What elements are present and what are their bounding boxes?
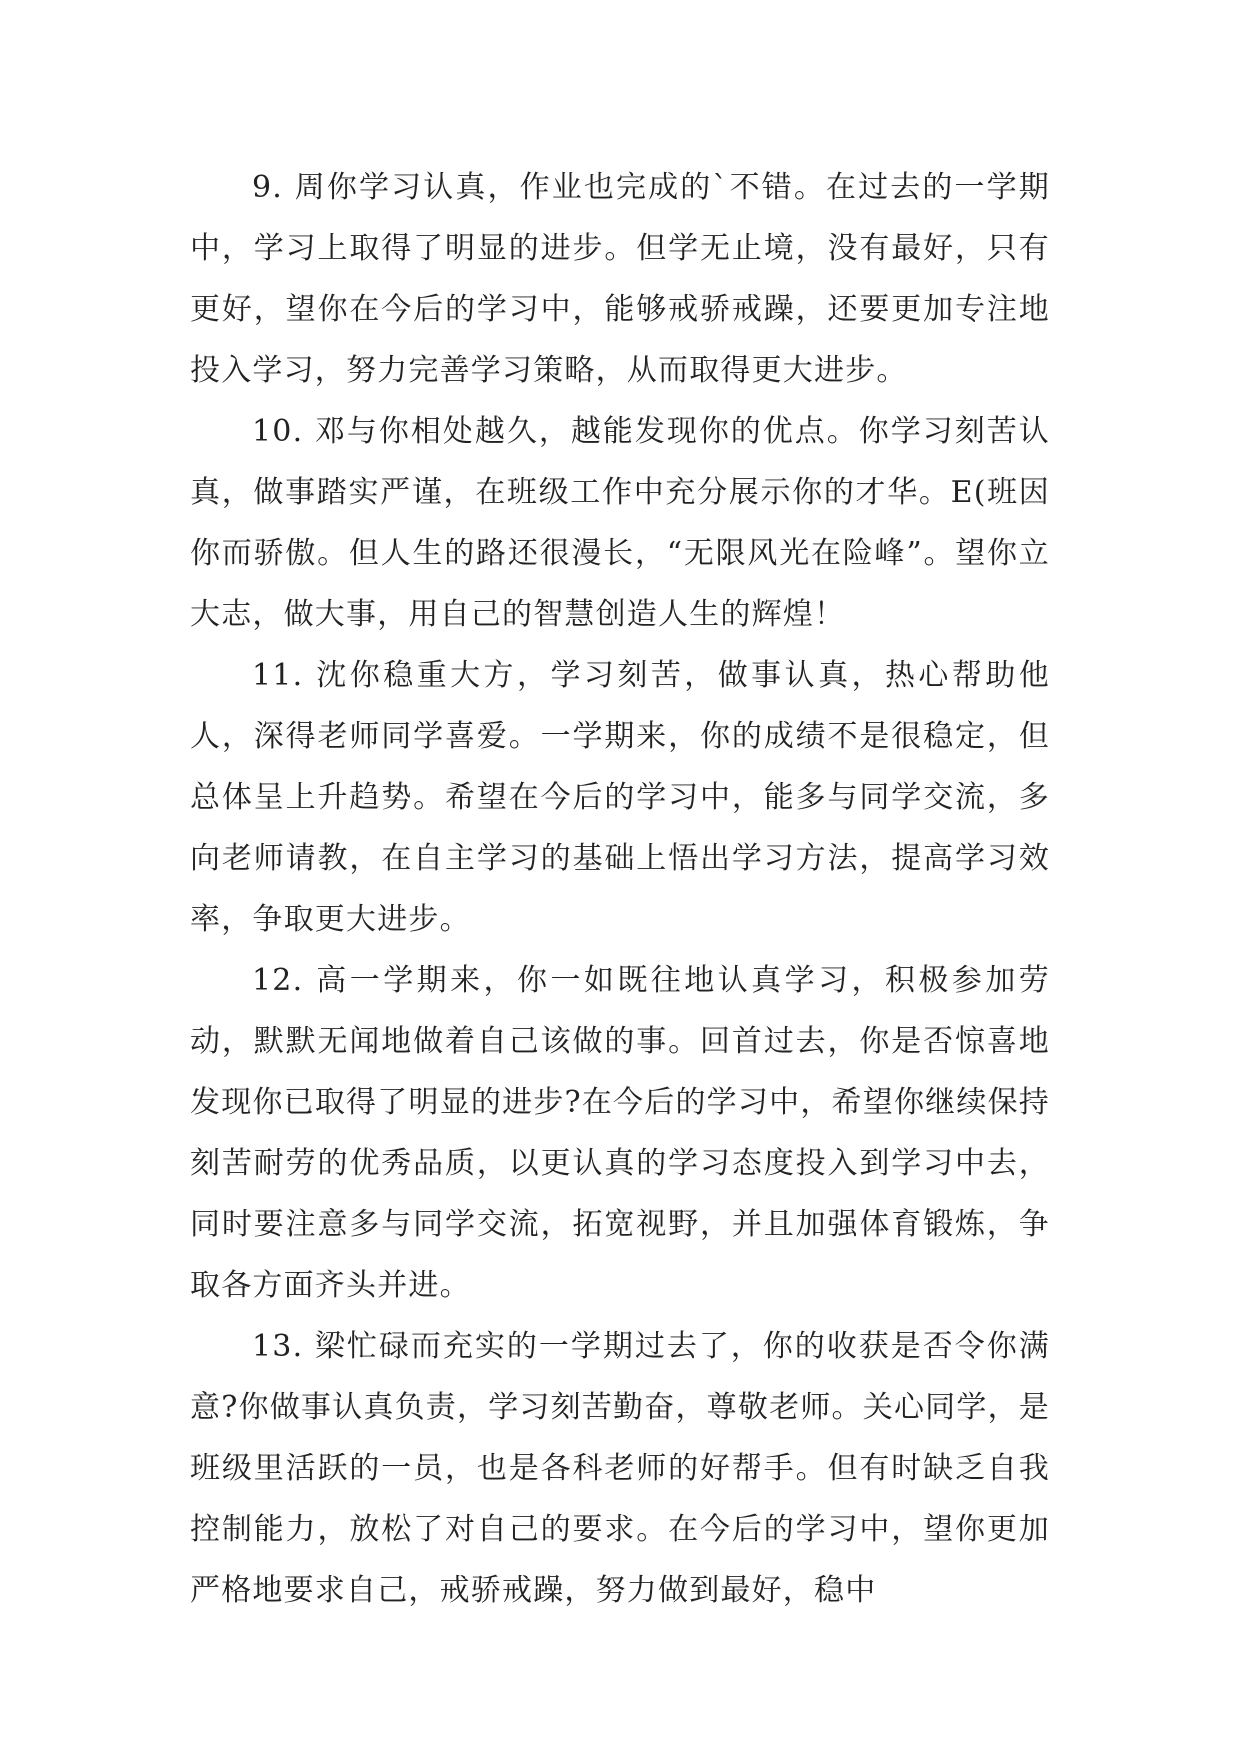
paragraph-comment-10: 10. 邓与你相处越久，越能发现你的优点。你学习刻苦认真，做事踏实严谨，在班级工作中充分展示你的才华。E(班因你而骄傲。但人生的路还很漫长，“无限风光在险峰”。望你立大志，做大事，用自己的智慧创造人生的辉煌！ [190, 414, 1050, 632]
document-body [190, 157, 1050, 1621]
paragraph-comment-11: 11. 沈你稳重大方，学习刻苦，做事认真，热心帮助他人，深得老师同学喜爱。一学期来，你的成绩不是很稳定，但总体呈上升趋势。希望在今后的学习中，能多与同学交流，多向老师请教，在自主学习的基础上悟出学习方法，提高学习效率，争取更大进步。 [190, 658, 1050, 937]
paragraph-comment-13: 13. 梁忙碌而充实的一学期过去了，你的收获是否令你满意?你做事认真负责，学习刻苦勤奋，尊敬老师。关心同学，是班级里活跃的一员，也是各科老师的好帮手。但有时缺乏自我控制能力，放松了对自己的要求。在今后的学习中，望你更加严格地要求自己，戒骄戒躁，努力做到最好，稳中 [190, 1329, 1050, 1608]
paragraph-comment-9: 9. 周你学习认真，作业也完成的`不错。在过去的一学期中，学习上取得了明显的进步。但学无止境，没有最好，只有更好，望你在今后的学习中，能够戒骄戒躁，还要更加专注地投入学习，努力完善学习策略，从而取得更大进步。 [190, 170, 1050, 388]
paragraph-comment-12: 12. 高一学期来，你一如既往地认真学习，积极参加劳动，默默无闻地做着自己该做的事。回首过去，你是否惊喜地发现你已取得了明显的进步?在今后的学习中，希望你继续保持刻苦耐劳的优秀品质，以更认真的学习态度投入到学习中去，同时要注意多与同学交流，拓宽视野，并且加强体育锻炼，争取各方面齐头并进。 [190, 963, 1050, 1303]
